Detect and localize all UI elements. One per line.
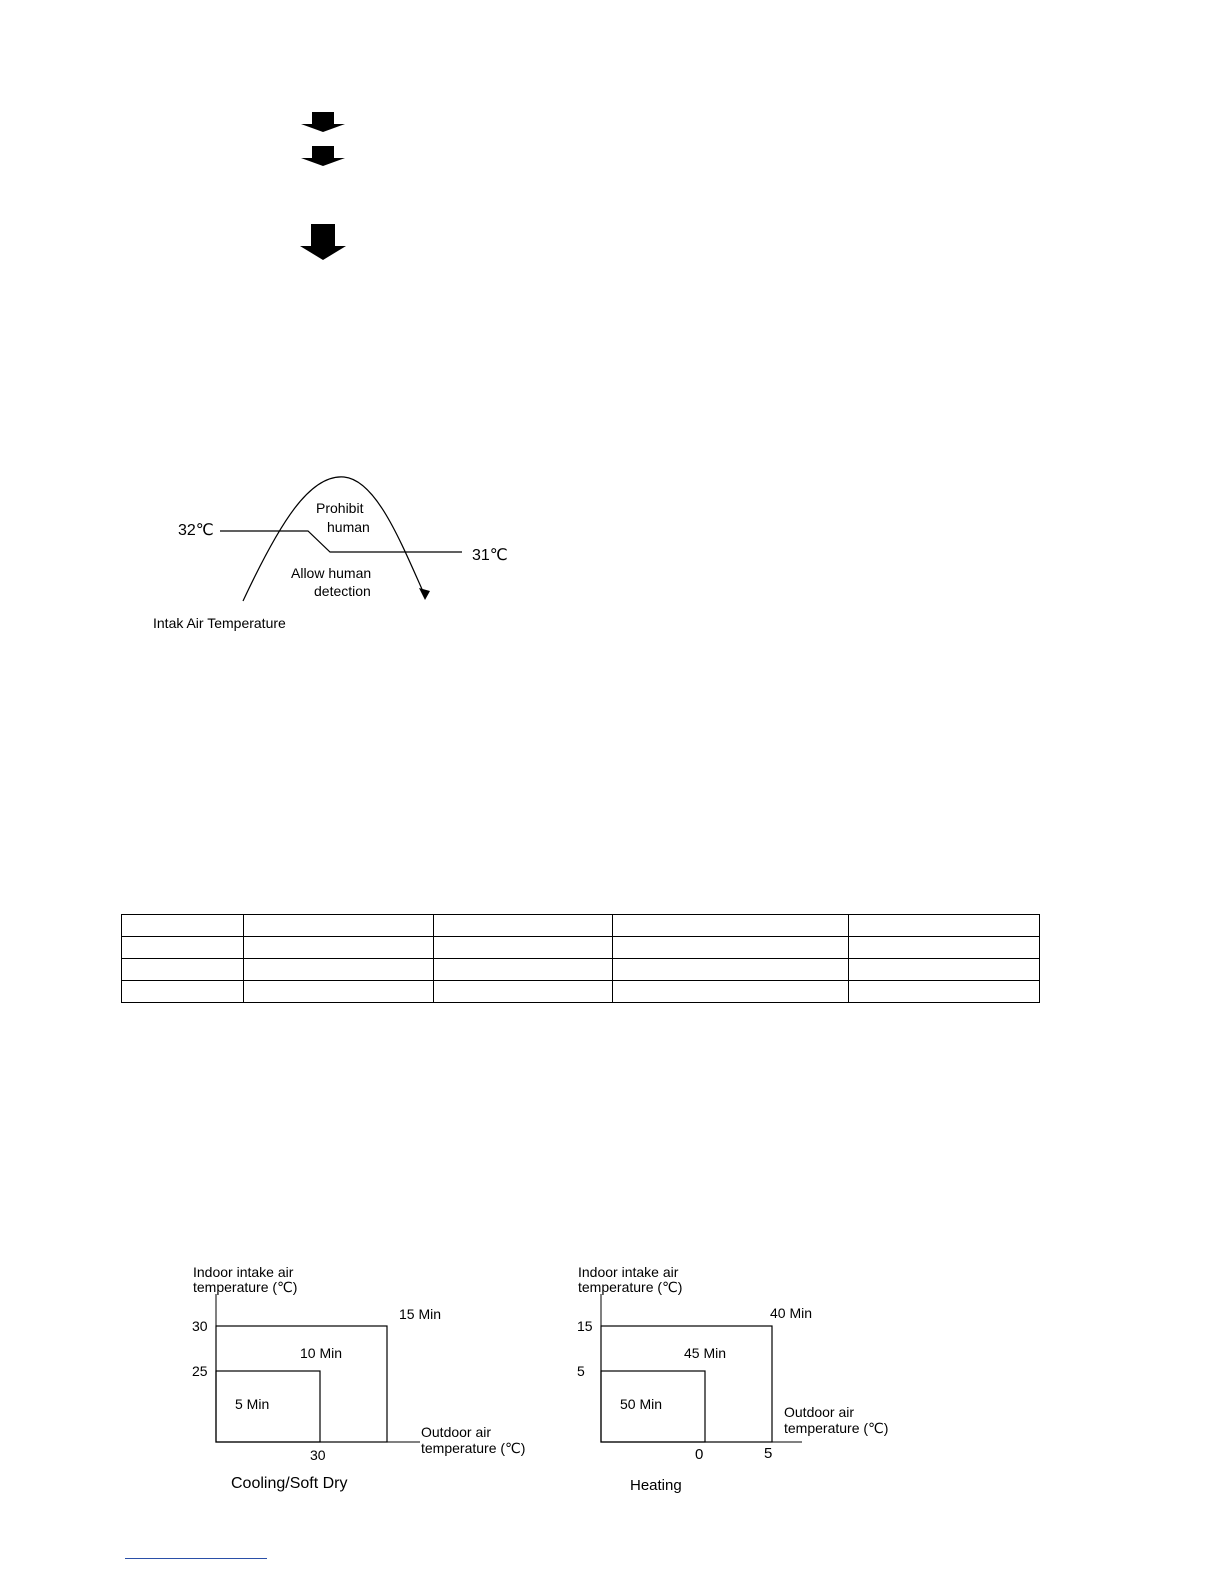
chart-caption: Cooling/Soft Dry	[231, 1475, 348, 1492]
table-cell	[122, 937, 244, 959]
outer-region	[601, 1326, 772, 1442]
upper-temp-label: 32℃	[178, 522, 214, 539]
x-tick-label: 5	[764, 1445, 773, 1462]
inner-region-label: 5 Min	[235, 1396, 270, 1412]
middle-region-label: 10 Min	[300, 1345, 343, 1361]
table-cell	[613, 981, 849, 1003]
table-cell	[849, 937, 1040, 959]
table-cell	[613, 915, 849, 937]
footnote-rule	[125, 1558, 267, 1559]
table-cell	[613, 937, 849, 959]
outer-region-label: 15 Min	[399, 1306, 442, 1322]
prohibit-label-line2: human	[327, 519, 370, 535]
prohibit-label-line1: Prohibit	[316, 500, 364, 516]
x-tick-label: 0	[695, 1446, 704, 1463]
chart-caption: Heating	[630, 1477, 682, 1494]
table-cell	[122, 915, 244, 937]
allow-label-line1: Allow human	[291, 565, 372, 581]
outer-region-label: 40 Min	[770, 1305, 813, 1321]
data-table	[121, 914, 1040, 1003]
table-cell	[849, 915, 1040, 937]
table-cell	[434, 937, 613, 959]
intake-air-temp-label: Intak Air Temperature	[153, 615, 286, 631]
y-tick-label: 30	[192, 1318, 208, 1334]
cooling-chart	[180, 1260, 560, 1500]
y-tick-label: 5	[577, 1363, 585, 1379]
table-cell	[122, 981, 244, 1003]
x-axis-label-line1: Outdoor air	[421, 1424, 492, 1440]
x-axis-label-line2: temperature (℃)	[421, 1440, 526, 1456]
table-cell	[849, 981, 1040, 1003]
table-cell	[434, 959, 613, 981]
y-axis-label-line2: temperature (℃)	[578, 1279, 683, 1295]
x-axis-label-line2: temperature (℃)	[784, 1420, 889, 1436]
outer-region	[216, 1326, 387, 1442]
allow-label-line2: detection	[314, 583, 371, 599]
lower-temp-label: 31℃	[472, 547, 508, 564]
table-cell	[849, 959, 1040, 981]
down-arrow-icon	[300, 146, 346, 166]
table-row	[122, 981, 1040, 1003]
table-cell	[434, 981, 613, 1003]
y-axis-label-line1: Indoor intake air	[578, 1264, 679, 1280]
table-cell	[434, 915, 613, 937]
table-cell	[244, 959, 434, 981]
y-tick-label: 25	[192, 1363, 208, 1379]
y-axis-label-line1: Indoor intake air	[193, 1264, 294, 1280]
down-arrow-icon	[300, 224, 346, 260]
y-tick-label: 15	[577, 1318, 593, 1334]
table-cell	[244, 981, 434, 1003]
x-axis-label-line1: Outdoor air	[784, 1404, 855, 1420]
middle-region-label: 45 Min	[684, 1345, 727, 1361]
table-cell	[613, 959, 849, 981]
table-cell	[244, 915, 434, 937]
table-row	[122, 937, 1040, 959]
table-cell	[244, 937, 434, 959]
heating-chart	[565, 1260, 945, 1500]
table-cell	[122, 959, 244, 981]
down-arrow-icon	[300, 112, 346, 132]
x-tick-label: 30	[310, 1447, 326, 1463]
inner-region-label: 50 Min	[620, 1396, 663, 1412]
table-row	[122, 959, 1040, 981]
y-axis-label-line2: temperature (℃)	[193, 1279, 298, 1295]
human-detection-diagram	[140, 460, 540, 640]
table-row	[122, 915, 1040, 937]
arrow-head-icon	[419, 588, 430, 600]
